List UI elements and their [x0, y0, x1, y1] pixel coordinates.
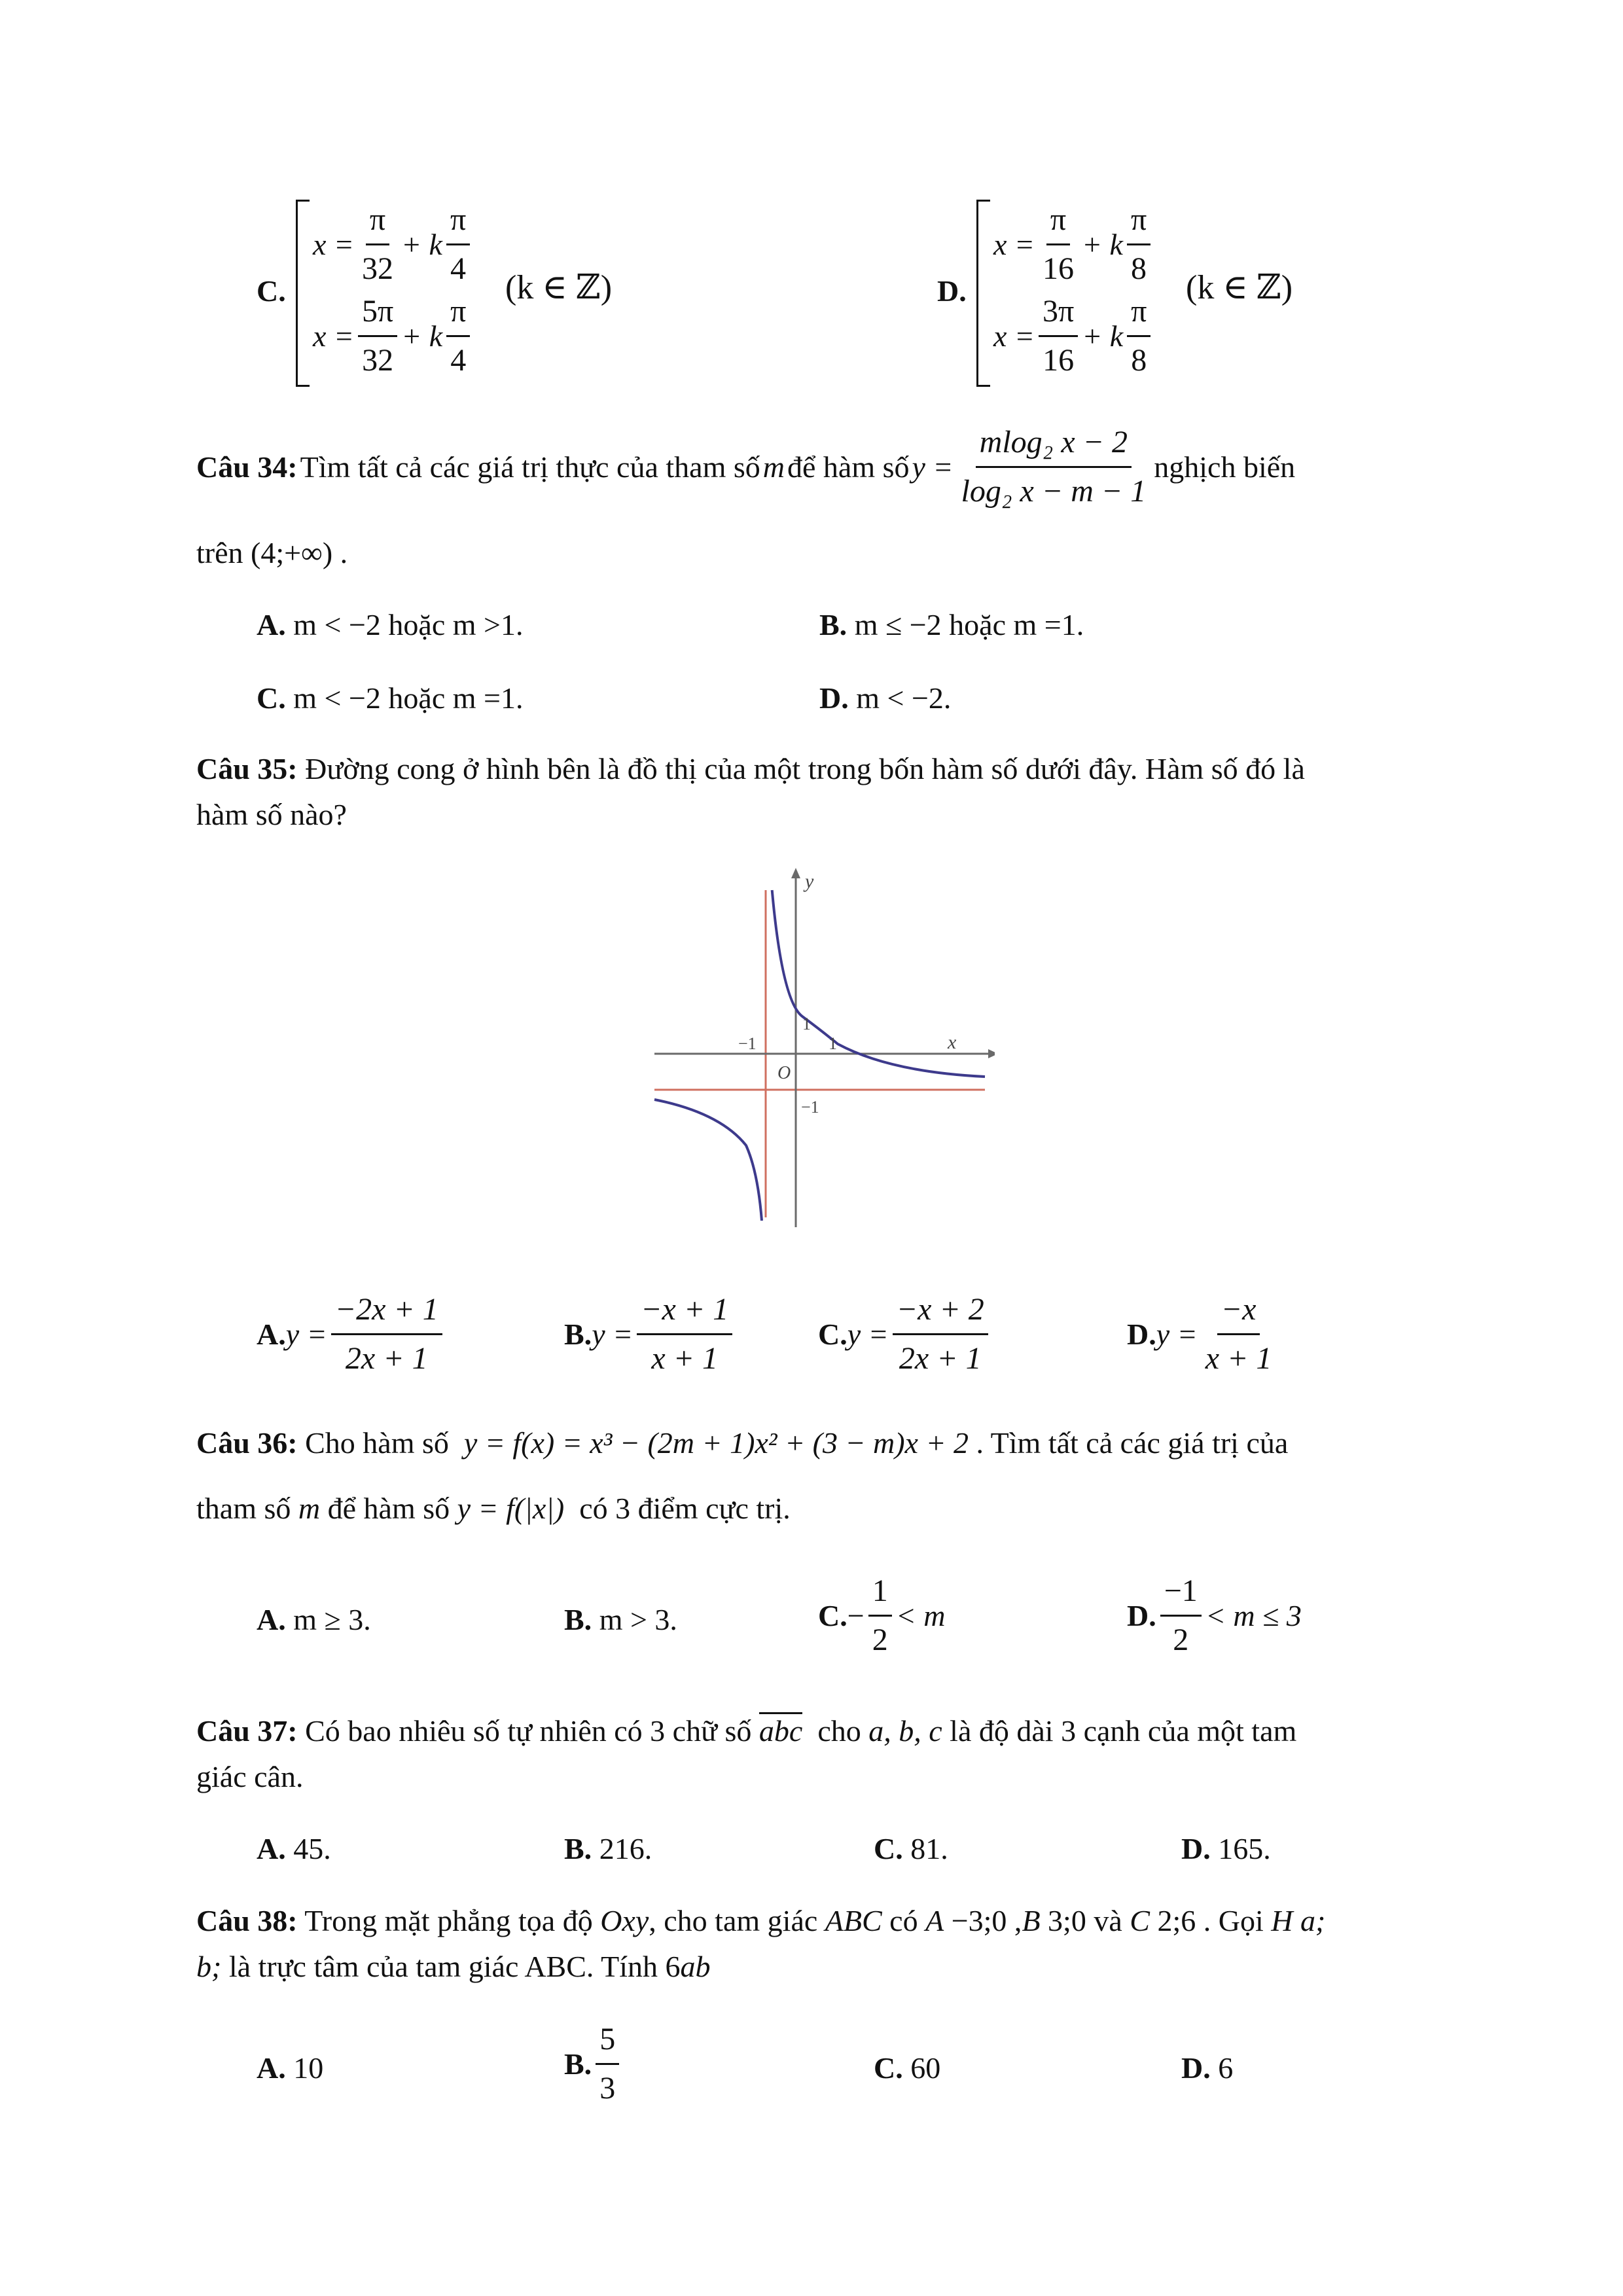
function-definition: y = f(x) = x³ − (2m + 1)x² + (3 − m)x + 2: [463, 1426, 969, 1460]
q35-option-b[interactable]: [564, 1286, 736, 1382]
fraction-denominator: 16: [1042, 251, 1074, 286]
question-text: Tìm tất cả các giá trị thực của tham số: [300, 450, 760, 484]
option-text: 60: [910, 2051, 941, 2085]
question-text: là độ dài 3 cạnh của một tam: [950, 1714, 1297, 1748]
option-label: D.: [937, 274, 967, 308]
q37-option-d[interactable]: [1181, 1826, 1271, 1872]
fraction-numerator: π: [1046, 196, 1070, 245]
fraction-denominator: 4: [450, 343, 467, 378]
graph-background: [641, 864, 995, 1230]
question-34-line2: trên (4;+∞) .: [196, 536, 348, 569]
question-text: . Tìm tất cả các giá trị của: [976, 1426, 1289, 1460]
side-variables: a, b, c: [868, 1714, 942, 1748]
function-abs: y = f(|x|): [457, 1492, 565, 1525]
option-label: C.: [257, 274, 286, 308]
equation-mid: + k: [401, 227, 442, 261]
option-label: D.: [1181, 1832, 1211, 1865]
q35-option-d[interactable]: [1127, 1286, 1279, 1382]
q35-option-c[interactable]: [818, 1286, 992, 1382]
question-35-line2: hàm số nào?: [196, 798, 347, 831]
fraction-numerator: mlog₂ x − 2: [976, 419, 1132, 468]
option-label: D.: [1127, 1317, 1156, 1351]
fraction-numerator: −2x + 1: [331, 1286, 442, 1335]
function-lhs: y =: [592, 1317, 633, 1351]
option-text: < m ≤ 3: [1205, 1598, 1302, 1632]
option-label: C.: [874, 2051, 903, 2085]
equation-lhs: x =: [993, 319, 1035, 353]
q34-option-a[interactable]: [257, 602, 523, 648]
option-label: B.: [564, 1832, 592, 1865]
option-sign: −: [847, 1598, 865, 1632]
question-text: , cho tam giác: [649, 1904, 818, 1937]
question-text: để hàm số: [327, 1492, 450, 1525]
point-c-coords: 2;6 . Gọi: [1157, 1904, 1264, 1937]
question-34-stem: [196, 419, 1295, 515]
tick-label-y-neg1: −1: [801, 1098, 819, 1117]
equation-line-2: [313, 288, 474, 384]
question-36-line2: [196, 1486, 791, 1532]
fraction-numerator: 5: [596, 2016, 619, 2065]
question-text: Đường cong ở hình bên là đồ thị của một trong bốn hàm số dưới đây. Hàm số đó là: [305, 752, 1305, 785]
q34-option-b[interactable]: [819, 602, 1084, 648]
x-axis-label: x: [948, 1031, 957, 1053]
point-b-coords: 3;0 và: [1048, 1904, 1122, 1937]
option-text: 45.: [293, 1832, 331, 1865]
q38-option-c[interactable]: [874, 2045, 940, 2091]
point-a-coords: −3;0 ,: [951, 1904, 1022, 1937]
hyperbola-graph: [641, 864, 995, 1230]
option-label: C.: [818, 1317, 847, 1351]
question-36-line1: [196, 1420, 1288, 1466]
fraction-denominator: log₂ x − m − 1: [961, 474, 1147, 509]
option-label: C.: [257, 681, 286, 715]
fraction-denominator: 2x + 1: [345, 1341, 428, 1376]
fraction-numerator: −x + 1: [637, 1286, 732, 1335]
function-lhs: y =: [847, 1317, 889, 1351]
question-text: có 3 điểm cực trị.: [579, 1492, 791, 1525]
question-label: Câu 37:: [196, 1714, 298, 1748]
equation-lhs: x =: [993, 227, 1035, 261]
equation-line-2: [993, 288, 1154, 384]
equation-mid: + k: [401, 319, 443, 353]
question-text: là trực tâm của tam giác ABC. Tính 6: [228, 1950, 681, 1983]
q34-option-d[interactable]: [819, 675, 951, 721]
question-38-line1: [196, 1898, 1325, 1944]
question-text: cho: [817, 1714, 861, 1748]
fraction-denominator: 16: [1043, 343, 1075, 378]
option-text: m ≥ 3.: [293, 1603, 371, 1636]
option-text: m < −2.: [856, 681, 952, 715]
option-label: A.: [257, 2051, 286, 2085]
option-text: 165.: [1218, 1832, 1271, 1865]
question-37-line1: [196, 1708, 1296, 1754]
function-lhs: y =: [285, 1317, 327, 1351]
option-label: D.: [1181, 2051, 1211, 2085]
q38-option-a[interactable]: [257, 2045, 323, 2091]
question-text: nghịch biến: [1154, 450, 1296, 484]
option-text: m < −2 hoặc m =1.: [293, 681, 524, 715]
equation-lhs: x =: [313, 319, 354, 353]
fraction-denominator: 3: [599, 2071, 616, 2106]
q36-option-b[interactable]: [564, 1597, 677, 1643]
overlined-number-abc: abc: [759, 1712, 802, 1748]
equation-lhs: x =: [313, 227, 354, 261]
question-label: Câu 36:: [196, 1426, 298, 1460]
equation-line-1: [993, 196, 1154, 293]
option-text: 216.: [599, 1832, 652, 1865]
option-label: B.: [564, 1317, 592, 1351]
option-text: m ≤ −2 hoặc m =1.: [854, 608, 1084, 641]
question-text: Cho hàm số: [305, 1426, 449, 1460]
option-label: C.: [818, 1598, 847, 1632]
integer-condition: (k ∈ ℤ): [505, 269, 613, 306]
question-35-line1: [196, 746, 1305, 792]
product-ab: ab: [680, 1950, 711, 1983]
q36-option-c[interactable]: [818, 1568, 945, 1664]
triangle-abc: ABC: [825, 1904, 882, 1937]
question-label: Câu 38:: [196, 1904, 298, 1937]
plane-oxy: Oxy: [600, 1904, 649, 1937]
option-label: A.: [257, 1317, 286, 1351]
fraction-denominator: x + 1: [1205, 1341, 1272, 1376]
question-text: Có bao nhiêu số tự nhiên có 3 chữ số: [305, 1714, 752, 1748]
fraction-numerator: −1: [1160, 1568, 1202, 1617]
q38-option-b[interactable]: [564, 2016, 623, 2112]
fraction-numerator: −x + 2: [893, 1286, 988, 1335]
system-bracket: [296, 200, 310, 387]
tick-label-x-1: 1: [829, 1034, 837, 1053]
param-m: m: [298, 1492, 321, 1525]
fraction-denominator: 2x + 1: [899, 1341, 982, 1376]
q34-option-c[interactable]: [257, 675, 523, 721]
point-h-b: b;: [196, 1950, 222, 1983]
equation-mid: + k: [1082, 319, 1124, 353]
option-text: 81.: [910, 1832, 948, 1865]
option-text: m > 3.: [599, 1603, 677, 1636]
option-label: A.: [257, 608, 286, 641]
fraction-numerator: π: [366, 196, 389, 245]
question-text: Trong mặt phẳng tọa độ: [304, 1904, 593, 1937]
integer-condition: (k ∈ ℤ): [1186, 269, 1293, 306]
fraction-denominator: 8: [1131, 343, 1147, 378]
question-label: Câu 35:: [196, 752, 298, 785]
q37-option-c[interactable]: [874, 1826, 948, 1872]
tick-label-y-1: 1: [802, 1014, 811, 1033]
q35-option-a[interactable]: [257, 1286, 446, 1382]
function-lhs: y =: [912, 450, 954, 484]
q38-option-d[interactable]: [1181, 2045, 1233, 2091]
fraction-numerator: π: [1127, 288, 1150, 337]
tick-label-x-neg1: −1: [738, 1034, 757, 1053]
option-text: < m: [895, 1598, 946, 1632]
question-38-line2: [196, 1944, 710, 1990]
q36-option-a[interactable]: [257, 1597, 371, 1643]
option-text: m < −2 hoặc m >1.: [293, 608, 524, 641]
equation-line-1: [313, 196, 474, 293]
point-c: C: [1130, 1904, 1150, 1937]
option-label: B.: [564, 1603, 592, 1636]
option-label: A.: [257, 1832, 286, 1865]
origin-label: O: [777, 1063, 791, 1083]
fraction-denominator: 32: [361, 251, 393, 286]
function-lhs: y =: [1156, 1317, 1198, 1351]
question-37-line2: giác cân.: [196, 1760, 304, 1793]
question-text: có: [889, 1904, 918, 1937]
option-text: 6: [1218, 2051, 1234, 2085]
point-a: A: [925, 1904, 944, 1937]
option-label: A.: [257, 1603, 286, 1636]
question-text: tham số: [196, 1492, 291, 1525]
point-h: H a;: [1271, 1904, 1326, 1937]
q37-option-b[interactable]: [564, 1826, 652, 1872]
fraction-numerator: π: [446, 196, 470, 245]
point-b: B: [1022, 1904, 1041, 1937]
fraction-denominator: 8: [1131, 251, 1147, 286]
y-axis-label: y: [805, 870, 814, 892]
fraction-numerator: 3π: [1039, 288, 1078, 337]
option-label: B.: [564, 2047, 592, 2081]
param-m: m: [762, 450, 785, 484]
system-bracket: [976, 200, 990, 387]
option-label: B.: [819, 608, 847, 641]
option-label: D.: [1127, 1598, 1156, 1632]
q36-option-d[interactable]: [1127, 1568, 1302, 1664]
equation-mid: + k: [1081, 227, 1123, 261]
fraction-denominator: 2: [1173, 1623, 1189, 1657]
fraction-numerator: π: [1127, 196, 1150, 245]
fraction-numerator: π: [446, 288, 470, 337]
question-text: để hàm số: [787, 450, 910, 484]
fraction-numerator: −x: [1217, 1286, 1260, 1335]
fraction-denominator: 2: [872, 1623, 888, 1657]
fraction-numerator: 5π: [358, 288, 397, 337]
option-text: 10: [293, 2051, 324, 2085]
fraction-denominator: x + 1: [651, 1341, 719, 1376]
q37-option-a[interactable]: [257, 1826, 331, 1872]
question-label: Câu 34:: [196, 450, 298, 484]
fraction-denominator: 32: [362, 343, 394, 378]
fraction-denominator: 4: [450, 251, 467, 286]
option-label: C.: [874, 1832, 903, 1865]
option-label: D.: [819, 681, 849, 715]
fraction-numerator: 1: [868, 1568, 892, 1617]
